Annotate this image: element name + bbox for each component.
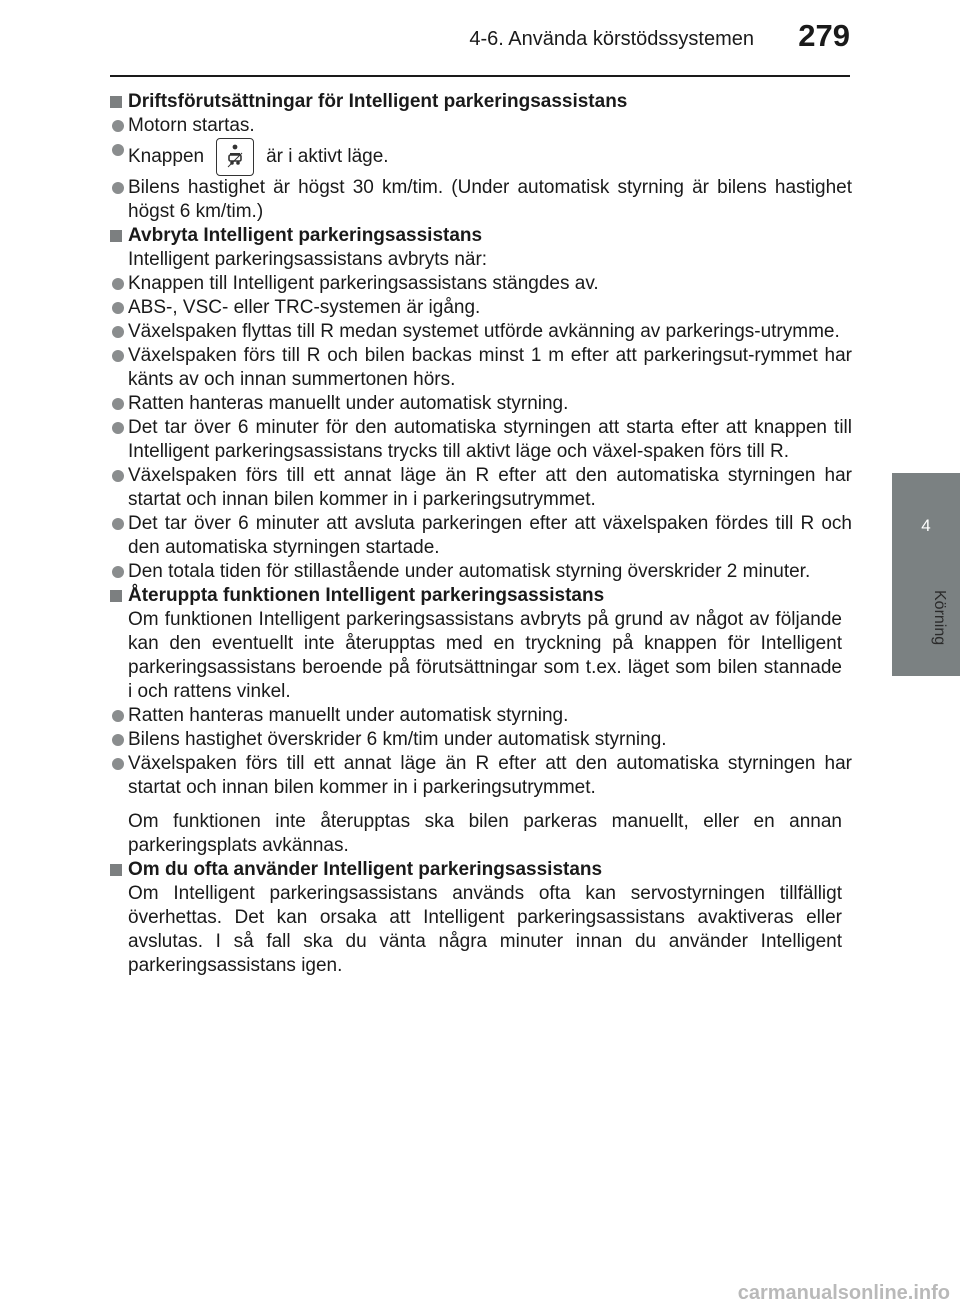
header-divider	[110, 75, 850, 77]
list-item: Den totala tiden för stillastående under automatisk styrning överskrider 2 minuter.	[110, 560, 852, 584]
paragraph: Intelligent parkeringsassistans avbryts när:	[128, 249, 488, 270]
list-item: Det tar över 6 minuter för den automatiska styrningen att starta efter att knappen till Intelligent parkeringsassistans trycks till aktivt läge och växel-spaken förs till R.	[110, 416, 852, 464]
list-item-text: är i aktivt läge.	[266, 146, 389, 168]
parking-assist-button-icon	[216, 138, 254, 176]
section-heading	[110, 90, 852, 114]
list-item: Ratten hanteras manuellt under automatisk styrning.	[110, 704, 852, 728]
square-bullet-icon	[110, 96, 122, 108]
list-item: Växelspaken förs till ett annat läge än R efter att den automatiska styrningen har startat och innan bilen kommer in i parkeringsutrymmet.	[110, 752, 852, 800]
list-item: Knappen till Intelligent parkeringsassistans stängdes av.	[110, 272, 852, 296]
chapter-label-text: Körning	[931, 590, 948, 646]
paragraph: Om Intelligent parkeringsassistans används ofta kan servostyrningen tillfälligt överhettas. Det kan orsaka att Intelligent parkeringsassistans avaktiveras eller avslutas. I så fall ska du vänta några minuter innan du använder Intelligent parkeringsassistans igen.	[128, 883, 842, 976]
list-item: ABS-, VSC- eller TRC-systemen är igång.	[110, 296, 852, 320]
paragraph: Om funktionen Intelligent parkeringsassistans avbryts på grund av något av följande kan den eventuellt inte återupptas med en tryckning på knappen för Intelligent parkeringsassistans beroende på förutsättningar som t.ex. läget som bilen stannade i och rattens vinkel.	[128, 609, 842, 702]
section-heading	[110, 584, 852, 608]
heading-text: Återuppta funktionen Intelligent parkeringsassistans	[128, 585, 605, 606]
watermark-url[interactable]: carmanualsonline.info	[737, 1282, 950, 1304]
list-item: Det tar över 6 minuter att avsluta parkeringen efter att växelspaken fördes till R och den automatiska styrningen startade.	[110, 512, 852, 560]
list-item: Bilens hastighet är högst 30 km/tim. (Under automatisk styrning är bilens hastighet högst 6 km/tim.)	[110, 176, 852, 224]
list-item: Växelspaken förs till ett annat läge än R efter att den automatiska styrningen har startat och innan bilen kommer in i parkeringsutrymmet.	[110, 464, 852, 512]
heading-text: Avbryta Intelligent parkeringsassistans	[128, 225, 483, 246]
section-heading	[110, 224, 852, 248]
square-bullet-icon	[110, 590, 122, 602]
page-content	[110, 90, 852, 978]
section-heading	[110, 858, 852, 882]
list-item: Motorn startas.	[110, 114, 852, 138]
list-item: Bilens hastighet överskrider 6 km/tim under automatisk styrning.	[110, 728, 852, 752]
heading-text: Om du ofta använder Intelligent parkeringsassistans	[128, 859, 603, 880]
list-item-text: Knappen	[128, 146, 205, 168]
chapter-label	[898, 590, 948, 690]
page-header	[110, 0, 850, 80]
list-item: Växelspaken flyttas till R medan systemet utförde avkänning av parkerings-utrymme.	[110, 320, 852, 344]
chapter-number: 4	[921, 516, 931, 535]
square-bullet-icon	[110, 864, 122, 876]
list-item: Växelspaken förs till R och bilen backas minst 1 m efter att parkeringsut-rymmet har känts av och innan summertonen hörs.	[110, 344, 852, 392]
list-item: Ratten hanteras manuellt under automatisk styrning.	[110, 392, 852, 416]
section-title: 4-6. Använda körstödssystemen	[469, 28, 754, 50]
heading-text: Driftsförutsättningar för Intelligent parkeringsassistans	[128, 91, 628, 112]
square-bullet-icon	[110, 230, 122, 242]
paragraph: Om funktionen inte återupptas ska bilen parkeras manuellt, eller en annan parkeringsplats avkännas.	[128, 811, 842, 856]
page-number: 279	[798, 18, 850, 53]
list-item	[110, 138, 852, 176]
